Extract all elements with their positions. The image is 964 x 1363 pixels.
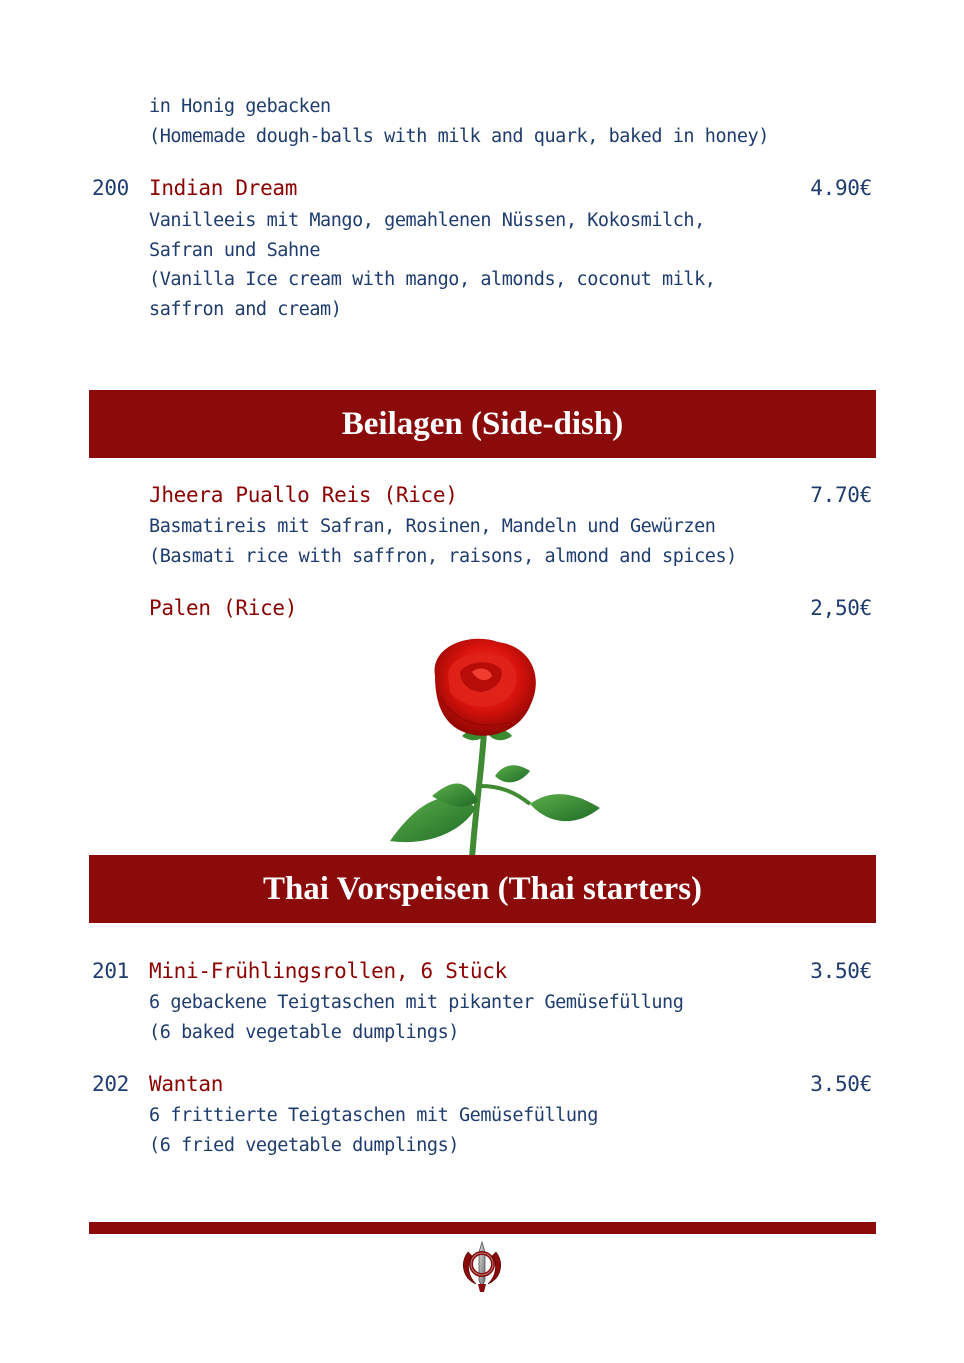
item-name: Mini-Frühlingsrollen, 6 Stück <box>149 959 507 983</box>
description-line: (Vanilla Ice cream with mango, almonds, coconut milk, <box>149 269 716 290</box>
description-line: Vanilleeis mit Mango, gemahlenen Nüssen, Kokosmilch, <box>149 210 705 231</box>
item-number: 202 <box>92 1072 130 1096</box>
item-description <box>149 206 715 324</box>
description-line: (Basmati rice with saffron, raisons, almond and spices) <box>149 545 737 567</box>
item-price: 2,50€ <box>810 596 872 620</box>
description-line: (6 fried vegetable dumplings) <box>149 1134 459 1156</box>
item-price: 4.90€ <box>810 176 872 200</box>
item-price: 7.70€ <box>810 483 872 507</box>
item-price: 3.50€ <box>810 959 872 983</box>
item-number: 201 <box>92 959 130 983</box>
description-line: Basmatireis mit Safran, Rosinen, Mandeln und Gewürzen <box>149 516 716 537</box>
item-description <box>149 988 683 1047</box>
description-line: Safran und Sahne <box>149 239 321 261</box>
description-line: saffron and cream) <box>149 298 342 320</box>
description-line: (Homemade dough-balls with milk and quark, baked in honey) <box>149 125 769 147</box>
item-name: Wantan <box>149 1072 224 1096</box>
description-line: in Honig gebacken <box>149 96 331 117</box>
item-description <box>149 512 737 571</box>
footer-divider <box>89 1222 876 1234</box>
section-heading: Thai Vorspeisen (Thai starters) <box>262 870 703 907</box>
item-name: Jheera Puallo Reis (Rice) <box>149 483 458 507</box>
section-heading: Beilagen (Side-dish) <box>341 405 624 442</box>
description-line: 6 gebackene Teigtaschen mit pikanter Gemüsefüllung <box>149 992 684 1013</box>
item-number: 200 <box>92 176 130 200</box>
description-line: 6 frittierte Teigtaschen mit Gemüsefüllung <box>149 1105 598 1126</box>
item-name: Indian Dream <box>149 176 298 200</box>
item-name: Palen (Rice) <box>149 596 298 620</box>
description-line: (6 baked vegetable dumplings) <box>149 1021 459 1043</box>
item-price: 3.50€ <box>810 1072 872 1096</box>
rose-image <box>380 636 605 858</box>
section-heading-banner <box>89 855 876 923</box>
item-description <box>149 1101 598 1160</box>
section-heading-banner <box>89 390 876 458</box>
khanda-emblem-icon <box>458 1238 506 1294</box>
intro-description <box>149 92 769 151</box>
